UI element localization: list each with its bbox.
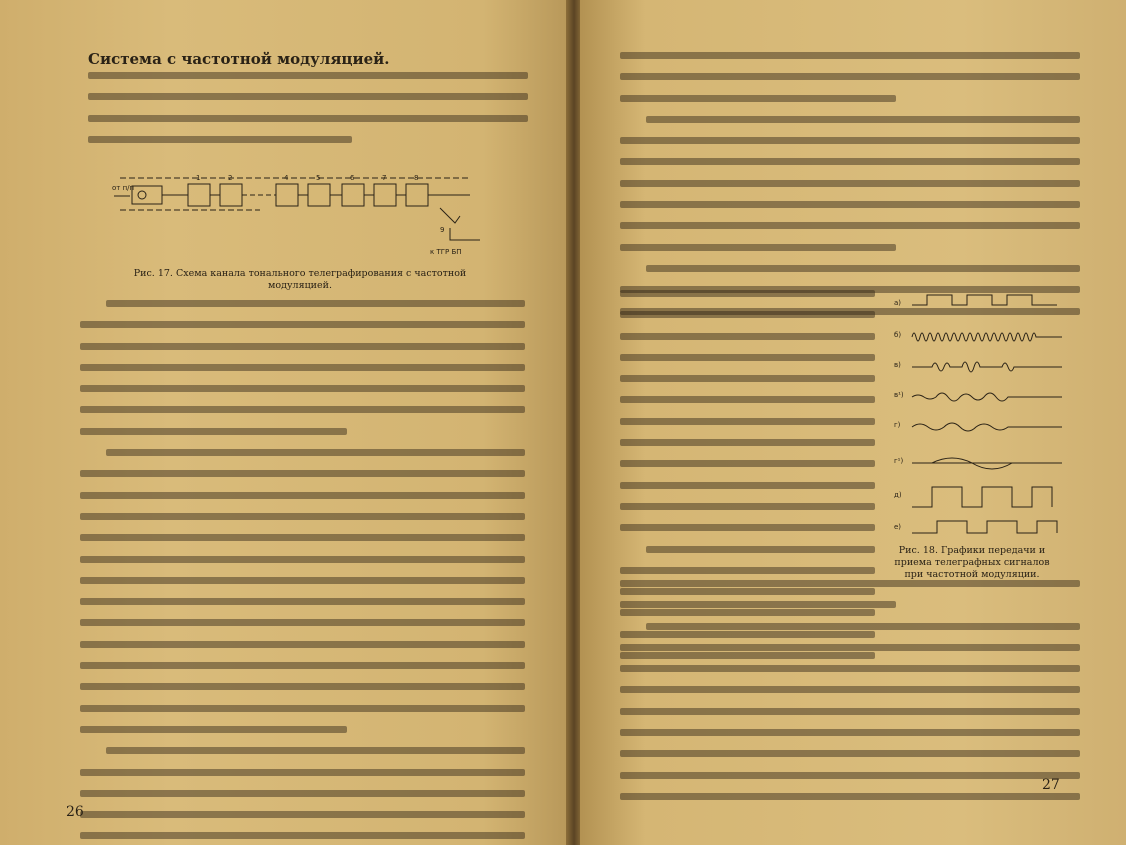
row-label-g1: г¹) [894,457,904,465]
page-number-right: 27 [1042,777,1060,793]
row-label-e: е) [894,523,902,531]
row-label-d: д) [894,491,902,499]
page-number-left: 26 [66,804,84,820]
row-label-v: в) [894,361,901,369]
block-number-7: 7 [382,174,387,182]
label-input: от п/п [112,184,135,192]
body-paragraphs [80,300,525,845]
row-label-g: г) [894,421,901,429]
section-heading: Система с частотной модуляцией. [88,50,390,68]
block-number-8: 8 [414,174,419,182]
row-label-a: а) [894,299,902,307]
right-body-bottom [620,580,1080,814]
right-page [580,0,1126,845]
figure-17-caption: Рис. 17. Схема канала тонального телеграфирования с частотной модуляцией. [133,268,467,291]
block-number-1: 1 [196,174,201,182]
row-label-b: б) [894,331,902,339]
intro-paragraph [88,72,528,157]
block-number-6: 6 [350,174,355,182]
label-9: 9 [440,226,445,234]
row-label-v1: в¹) [894,391,904,399]
figure-18-graphs [892,285,1092,543]
block-number-5: 5 [316,174,321,182]
block-number-2: 2 [228,174,233,182]
figure-17-diagram [110,168,490,260]
block-number-4: 4 [284,174,289,182]
figure-18-caption: Рис. 18. Графики передачи и приема телеграфных сигналов при частотной модуляции. [894,545,1050,580]
label-output: к ТГР БП [430,248,462,256]
